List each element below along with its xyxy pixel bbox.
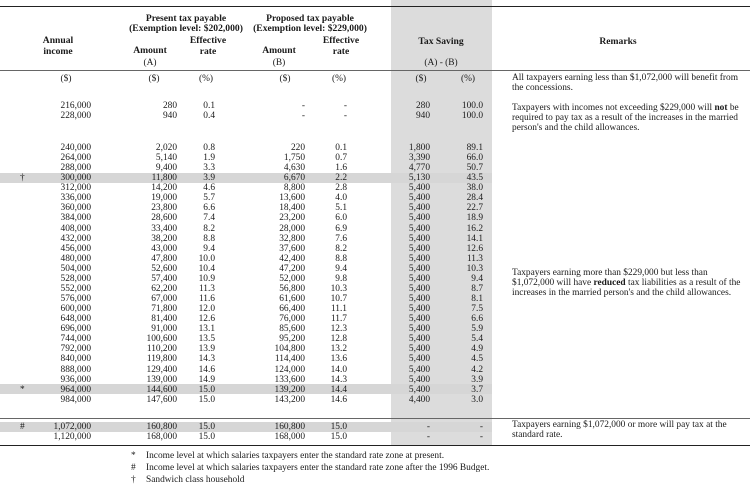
cell-saving-rate: 38.0 (466, 183, 483, 194)
cell-saving-rate: 12.6 (466, 243, 483, 254)
cell-present-amount: 129,400 (146, 364, 177, 375)
cell-present-amount: 23,800 (151, 203, 177, 214)
footnote-text-hash: Income level at which salaries taxpayers enter the standard rate zone after the 1996 Budget. (146, 463, 490, 473)
cell-saving-rate: 11.3 (466, 253, 483, 264)
cell-proposed-amount: 8,800 (283, 183, 305, 194)
cell-income: 432,000 (60, 233, 91, 244)
cell-proposed-rate: - (343, 101, 347, 111)
remark-text: All taxpayers earning less than $1,072,000 will benefit from the concessions. (512, 73, 738, 94)
cell-saving-amount: 5,400 (408, 223, 430, 234)
cell-proposed-amount: 56,800 (279, 283, 305, 294)
cell-saving-rate: 8.1 (471, 294, 483, 305)
cell-saving-rate: 4.5 (471, 354, 483, 365)
cell-proposed-amount: 61,600 (279, 294, 305, 305)
row-marker: * (20, 384, 25, 395)
cell-proposed-rate: 13.2 (330, 344, 347, 355)
cell-saving-rate: 43.5 (466, 173, 483, 184)
cell-saving-rate: 5.4 (471, 334, 483, 345)
cell-proposed-amount: 13,600 (279, 193, 305, 204)
unit-proposed-rate: (%) (331, 74, 347, 84)
cell-proposed-amount: 220 (290, 143, 305, 153)
cell-proposed-rate: 15.0 (330, 432, 347, 442)
cell-present-rate: 12.0 (198, 304, 215, 315)
cell-present-amount: 57,400 (151, 273, 177, 284)
cell-income: 576,000 (60, 294, 91, 305)
cell-saving-amount: 4,770 (408, 163, 430, 174)
cell-saving-amount: 5,400 (408, 334, 430, 345)
cell-proposed-amount: 18,400 (279, 203, 305, 214)
cell-present-rate: 3.3 (203, 163, 215, 174)
cell-present-rate: 3.9 (203, 173, 215, 184)
cell-present-rate: 15.0 (198, 384, 215, 395)
cell-proposed-amount: 133,600 (274, 374, 305, 385)
cell-present-amount: 47,800 (151, 253, 177, 264)
cell-present-amount: 52,600 (151, 263, 177, 274)
cell-present-amount: 33,400 (151, 223, 177, 234)
remark-4 (512, 420, 744, 440)
cell-present-amount: 9,400 (155, 163, 177, 174)
cell-proposed-rate: 1.6 (335, 163, 347, 174)
cell-present-rate: 5.7 (203, 193, 215, 204)
cell-saving-rate: 14.1 (466, 233, 483, 244)
cell-saving-amount: 5,400 (408, 263, 430, 274)
cell-proposed-rate: 4.0 (335, 193, 347, 204)
cell-saving-rate: 3.7 (471, 384, 483, 395)
cell-proposed-amount: 139,200 (274, 384, 305, 395)
cell-income: 1,072,000 (53, 422, 91, 432)
remark-2 (512, 103, 744, 134)
cell-saving-amount: 5,400 (408, 203, 430, 214)
cell-proposed-rate: 10.7 (330, 294, 347, 305)
footnote-text-star: Income level at which salaries taxpayers enter the standard rate zone at present. (146, 451, 445, 461)
cell-present-rate: 13.9 (198, 344, 215, 355)
cell-saving-amount: 5,400 (408, 183, 430, 194)
header-annual-income: Annual income (42, 35, 74, 57)
cell-income: 300,000 (60, 173, 91, 184)
cell-present-rate: 10.4 (198, 263, 215, 274)
cell-income: 936,000 (60, 374, 91, 385)
cell-present-amount: 81,400 (151, 314, 177, 325)
header-proposed-amount: Amount (262, 45, 296, 56)
cell-present-rate: 14.3 (198, 354, 215, 365)
cell-proposed-amount: 42,400 (279, 253, 305, 264)
cell-proposed-rate: 0.7 (335, 153, 347, 164)
cell-income: 528,000 (60, 273, 91, 284)
cell-proposed-rate: 6.9 (335, 223, 347, 234)
cell-saving-rate: 18.9 (466, 213, 483, 224)
cell-saving-rate: 10.3 (466, 263, 483, 274)
unit-saving-amount: ($) (415, 74, 427, 84)
header-present-sub: (Exemption level: $202,000) (129, 23, 243, 34)
cell-saving-amount: 280 (415, 101, 430, 111)
cell-present-amount: 38,200 (151, 233, 177, 244)
cell-present-amount: 14,200 (151, 183, 177, 194)
cell-income: 792,000 (60, 344, 91, 355)
cell-income: 1,120,000 (53, 432, 91, 442)
cell-saving-amount: 3,390 (408, 153, 430, 164)
cell-saving-amount: 5,400 (408, 304, 430, 315)
cell-saving-rate: - (479, 432, 483, 442)
footnote-symbol-star: * (131, 451, 136, 461)
cell-proposed-amount: 66,400 (279, 304, 305, 315)
cell-proposed-amount: 76,000 (279, 314, 305, 325)
cell-income: 384,000 (60, 213, 91, 224)
cell-proposed-amount: 143,200 (274, 394, 305, 405)
cell-proposed-amount: 52,000 (279, 273, 305, 284)
cell-proposed-amount: 47,200 (279, 263, 305, 274)
header-proposed-rate: Effective rate (322, 35, 360, 57)
cell-income: 504,000 (60, 263, 91, 274)
cell-proposed-rate: 9.8 (335, 273, 347, 284)
cell-present-rate: 6.6 (203, 203, 215, 214)
cell-present-amount: 160,800 (146, 422, 177, 432)
cell-proposed-amount: 4,630 (283, 163, 305, 174)
cell-proposed-rate: 14.4 (330, 384, 347, 395)
cell-present-amount: 100,600 (146, 334, 177, 345)
cell-present-amount: 940 (162, 111, 177, 121)
unit-income: ($) (60, 74, 72, 84)
remark-text: Taxpayers with incomes not exceeding $229,000 will (512, 103, 715, 113)
cell-present-rate: 12.6 (198, 314, 215, 325)
cell-income: 964,000 (60, 384, 91, 395)
cell-proposed-rate: 12.8 (330, 334, 347, 345)
cell-proposed-rate: 14.3 (330, 374, 347, 385)
footnote-symbol-hash: # (131, 463, 136, 473)
cell-proposed-rate: 11.7 (330, 314, 347, 325)
cell-proposed-rate: 13.6 (330, 354, 347, 365)
header-proposed-sub: (Exemption level: $229,000) (253, 23, 367, 34)
unit-proposed-amount: ($) (279, 74, 291, 84)
cell-present-rate: 10.9 (198, 273, 215, 284)
footnote-rule (0, 445, 750, 446)
footnote-symbol-dagger: † (131, 475, 136, 485)
table-bottom-rule (0, 418, 750, 419)
cell-saving-rate: 3.0 (471, 394, 483, 405)
cell-saving-amount: 5,400 (408, 374, 430, 385)
cell-proposed-amount: - (301, 111, 305, 121)
cell-saving-amount: 5,400 (408, 344, 430, 355)
cell-saving-amount: 5,400 (408, 384, 430, 395)
cell-income: 228,000 (60, 111, 91, 121)
cell-proposed-rate: 8.2 (335, 243, 347, 254)
cell-saving-rate: 100.0 (461, 111, 483, 121)
cell-income: 840,000 (60, 354, 91, 365)
cell-saving-rate: 100.0 (461, 101, 483, 111)
cell-present-rate: 8.8 (203, 233, 215, 244)
cell-saving-rate: 7.5 (471, 304, 483, 315)
cell-saving-amount: 5,400 (408, 354, 430, 365)
cell-saving-amount: 5,400 (408, 294, 430, 305)
cell-income: 984,000 (60, 394, 91, 405)
cell-saving-amount: 5,400 (408, 324, 430, 335)
cell-proposed-amount: 104,800 (274, 344, 305, 355)
cell-income: 552,000 (60, 283, 91, 294)
cell-saving-rate: 66.0 (466, 153, 483, 164)
cell-proposed-amount: 114,400 (274, 354, 305, 365)
cell-present-amount: 19,000 (151, 193, 177, 204)
cell-income: 312,000 (60, 183, 91, 194)
cell-present-rate: 13.1 (198, 324, 215, 335)
remark-text: be required to pay tax as a result of the increases in the married person's and the child allowances. (512, 103, 739, 134)
cell-proposed-rate: 7.6 (335, 233, 347, 244)
remark-text: Taxpayers earning more than $229,000 but less than $1,072,000 will have (512, 268, 708, 289)
row-marker: † (20, 173, 25, 184)
remark-text: Taxpayers earning $1,072,000 or more will pay tax at the standard rate. (512, 420, 727, 441)
remark-text: tax liabilities as a result of the increases in the married person's and the child allowances. (512, 278, 741, 299)
cell-proposed-amount: - (301, 101, 305, 111)
cell-income: 360,000 (60, 203, 91, 214)
cell-income: 480,000 (60, 253, 91, 264)
cell-present-amount: 280 (162, 101, 177, 111)
unit-saving-rate: (%) (460, 74, 476, 84)
unit-present-amount: ($) (148, 74, 160, 84)
cell-income: 408,000 (60, 223, 91, 234)
remark-1 (512, 73, 744, 93)
header-rule (0, 70, 750, 71)
header-present-col-label: (A) (143, 58, 157, 68)
footnote-text-dagger: Sandwich class household (146, 475, 245, 485)
cell-saving-amount: 5,400 (408, 193, 430, 204)
cell-income: 888,000 (60, 364, 91, 375)
header-tax-saving-sub: (A) - (B) (424, 58, 458, 68)
cell-present-amount: 43,000 (151, 243, 177, 254)
cell-present-amount: 147,600 (146, 394, 177, 405)
cell-saving-rate: 22.7 (466, 203, 483, 214)
unit-present-rate: (%) (198, 74, 214, 84)
cell-saving-amount: 5,400 (408, 273, 430, 284)
cell-income: 744,000 (60, 334, 91, 345)
cell-saving-rate: - (479, 422, 483, 432)
cell-saving-amount: 5,400 (408, 283, 430, 294)
header-present-rate: Effective rate (189, 35, 227, 57)
cell-saving-rate: 3.9 (471, 374, 483, 385)
cell-present-amount: 11,800 (151, 173, 177, 184)
row-marker: # (20, 422, 25, 432)
cell-saving-rate: 4.9 (471, 344, 483, 355)
cell-saving-amount: 5,400 (408, 253, 430, 264)
cell-saving-amount: - (426, 422, 430, 432)
cell-proposed-rate: 6.0 (335, 213, 347, 224)
cell-proposed-amount: 168,000 (274, 432, 305, 442)
cell-proposed-rate: 9.4 (335, 263, 347, 274)
cell-present-amount: 71,800 (151, 304, 177, 315)
header-proposed-col-label: (B) (272, 58, 286, 68)
remark-emphasis: not (714, 103, 728, 113)
cell-present-rate: 10.0 (198, 253, 215, 264)
cell-proposed-rate: 2.8 (335, 183, 347, 194)
cell-saving-amount: 1,800 (408, 143, 430, 153)
cell-saving-amount: 5,400 (408, 314, 430, 325)
cell-present-rate: 4.6 (203, 183, 215, 194)
remark-3 (512, 268, 744, 299)
cell-present-rate: 13.5 (198, 334, 215, 345)
cell-present-rate: 9.4 (203, 243, 215, 254)
cell-present-amount: 144,600 (146, 384, 177, 395)
cell-saving-rate: 4.2 (471, 364, 483, 375)
cell-saving-rate: 8.7 (471, 283, 483, 294)
cell-proposed-rate: 11.1 (330, 304, 347, 315)
cell-proposed-rate: 5.1 (335, 203, 347, 214)
cell-present-rate: 0.8 (203, 143, 215, 153)
cell-present-amount: 62,200 (151, 283, 177, 294)
cell-saving-rate: 50.7 (466, 163, 483, 174)
header-present-amount: Amount (133, 45, 167, 56)
cell-income: 696,000 (60, 324, 91, 335)
cell-saving-rate: 6.6 (471, 314, 483, 325)
cell-present-amount: 2,020 (155, 143, 177, 153)
cell-present-rate: 11.3 (198, 283, 215, 294)
cell-present-rate: 7.4 (203, 213, 215, 224)
cell-saving-amount: 5,130 (408, 173, 430, 184)
cell-present-rate: 15.0 (198, 422, 215, 432)
cell-proposed-rate: 2.2 (335, 173, 347, 184)
cell-present-amount: 168,000 (146, 432, 177, 442)
cell-income: 336,000 (60, 193, 91, 204)
cell-saving-amount: 5,400 (408, 233, 430, 244)
remark-emphasis: reduced (593, 278, 626, 289)
cell-present-amount: 28,600 (151, 213, 177, 224)
cell-present-rate: 0.1 (203, 101, 215, 111)
cell-proposed-amount: 6,670 (283, 173, 305, 184)
cell-proposed-amount: 28,000 (279, 223, 305, 234)
cell-saving-amount: 4,400 (408, 394, 430, 405)
cell-proposed-rate: - (343, 111, 347, 121)
cell-present-amount: 5,140 (155, 153, 177, 164)
cell-proposed-amount: 85,600 (279, 324, 305, 335)
cell-proposed-rate: 15.0 (330, 422, 347, 432)
cell-saving-amount: 5,400 (408, 213, 430, 224)
header-remarks: Remarks (599, 36, 637, 47)
cell-present-amount: 139,000 (146, 374, 177, 385)
cell-income: 648,000 (60, 314, 91, 325)
cell-present-rate: 14.6 (198, 364, 215, 375)
cell-proposed-rate: 12.3 (330, 324, 347, 335)
top-rule (0, 6, 750, 7)
cell-proposed-amount: 32,800 (279, 233, 305, 244)
cell-present-amount: 119,800 (146, 354, 177, 365)
cell-proposed-amount: 23,200 (279, 213, 305, 224)
cell-proposed-rate: 0.1 (335, 143, 347, 153)
cell-income: 456,000 (60, 243, 91, 254)
cell-present-rate: 15.0 (198, 432, 215, 442)
cell-saving-rate: 16.2 (466, 223, 483, 234)
cell-saving-amount: 5,400 (408, 364, 430, 375)
cell-saving-rate: 9.4 (471, 273, 483, 284)
cell-saving-rate: 89.1 (466, 143, 483, 153)
cell-proposed-amount: 160,800 (274, 422, 305, 432)
cell-saving-rate: 5.9 (471, 324, 483, 335)
cell-proposed-amount: 37,600 (279, 243, 305, 254)
cell-saving-rate: 28.4 (466, 193, 483, 204)
cell-proposed-rate: 8.8 (335, 253, 347, 264)
cell-income: 264,000 (60, 153, 91, 164)
cell-income: 240,000 (60, 143, 91, 153)
cell-saving-amount: 940 (415, 111, 430, 121)
cell-proposed-amount: 1,750 (283, 153, 305, 164)
cell-proposed-amount: 124,000 (274, 364, 305, 375)
cell-proposed-rate: 14.6 (330, 394, 347, 405)
cell-proposed-rate: 10.3 (330, 283, 347, 294)
header-tax-saving: Tax Saving (418, 36, 464, 47)
cell-present-rate: 11.6 (198, 294, 215, 305)
cell-present-rate: 1.9 (203, 153, 215, 164)
cell-income: 288,000 (60, 163, 91, 174)
cell-present-rate: 8.2 (203, 223, 215, 234)
cell-income: 216,000 (60, 101, 91, 111)
cell-proposed-rate: 14.0 (330, 364, 347, 375)
cell-proposed-amount: 95,200 (279, 334, 305, 345)
cell-present-rate: 15.0 (198, 394, 215, 405)
header-present-title: Present tax payable (145, 13, 227, 24)
cell-present-rate: 14.9 (198, 374, 215, 385)
header-proposed-title: Proposed tax payable (266, 13, 354, 24)
cell-present-amount: 67,000 (151, 294, 177, 305)
cell-income: 600,000 (60, 304, 91, 315)
cell-present-rate: 0.4 (203, 111, 215, 121)
cell-saving-amount: - (426, 432, 430, 442)
cell-present-amount: 110,200 (146, 344, 177, 355)
cell-present-amount: 91,000 (151, 324, 177, 335)
cell-saving-amount: 5,400 (408, 243, 430, 254)
